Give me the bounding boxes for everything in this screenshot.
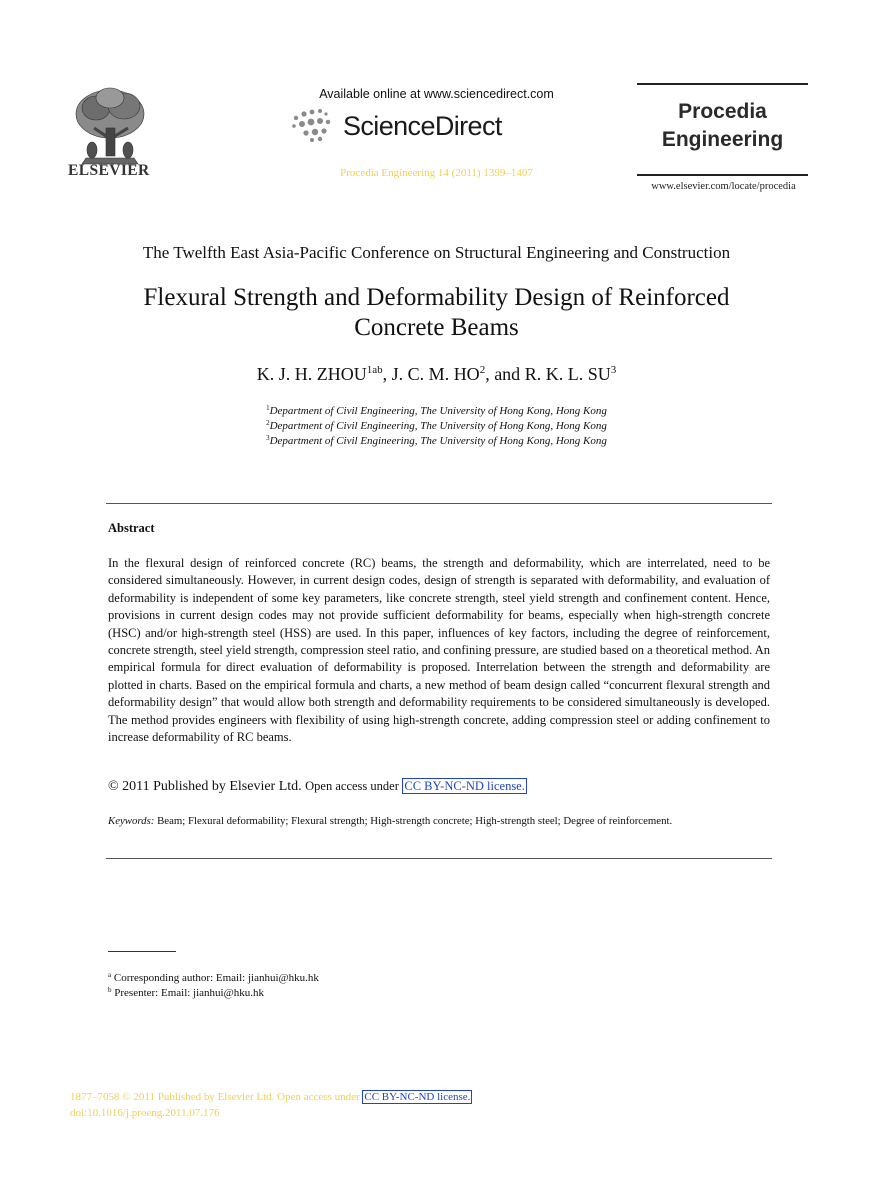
open-access-text: Open access under xyxy=(305,779,399,793)
footnote-corresponding-author xyxy=(108,972,319,984)
journal-citation: Procedia Engineering 14 (2011) 1399–1407 xyxy=(340,167,533,179)
footnote-rule xyxy=(108,951,176,952)
author-list xyxy=(0,364,873,385)
elsevier-logo-text: ELSEVIER xyxy=(68,162,150,179)
keywords-text: Beam; Flexural deformability; Flexural strength; High-strength concrete; High-strength steel; Degree of reinforcement. xyxy=(157,815,673,827)
footnote-mark: a xyxy=(108,971,112,979)
paper-title-line1: Flexural Strength and Deformability Design of Reinforced xyxy=(143,284,730,311)
keywords-label: Keywords: xyxy=(108,815,155,827)
author-3: R. K. L. SU xyxy=(524,364,611,384)
procedia-url[interactable]: www.elsevier.com/locate/procedia xyxy=(651,181,796,192)
author-separator-2: , and xyxy=(485,364,525,384)
abstract-body: In the flexural design of reinforced concrete (RC) beams, the strength and deformability, which are interrelated, need to be considered simultaneously. However, in current design codes, design of strength is separated with deformability, and evaluation of deformability is independent of some key parameters, like concrete strength, steel yield strength and confinement content. Hence, provisions in current design codes may not provide sufficient deformability for beams, especially when high-strength concrete (HSC) and/or high-strength steel (HSS) are used. In this paper, influences of key factors, including the degree of reinforcement, concrete strength, steel yield strength, compression steel ratio, and confining pressure, are studied based on a theoretical method. An empirical formula for direct evaluation of deformability is proposed. Interrelation between the strength and deformability are plotted in charts. Based on the empirical formula and charts, a new method of beam design called “concurrent flexural strength and deformability design” that would allow both strength and deformability requirements to be considered simultaneously is developed. The method provides engineers with flexibility of using high-strength concrete, adding compression steel or adding confinement to increase deformability of RC beams. xyxy=(108,556,770,745)
copyright-text: © 2011 Published by Elsevier Ltd. xyxy=(108,779,302,794)
footer-copyright-text: 1877–7058 © 2011 Published by Elsevier Ltd. Open access under xyxy=(70,1091,360,1103)
affiliation-text: Department of Civil Engineering, The University of Hong Kong, Hong Kong xyxy=(269,435,607,447)
footer-license-link[interactable]: CC BY-NC-ND license. xyxy=(364,1091,471,1103)
author-2-affiliation-mark: 2 xyxy=(479,364,486,376)
footnote-mark: b xyxy=(108,986,112,994)
keywords-line xyxy=(108,815,672,827)
abstract-bottom-rule xyxy=(106,858,772,859)
author-1: K. J. H. ZHOU xyxy=(256,364,367,384)
author-separator-1: , xyxy=(382,364,392,384)
footnote-presenter xyxy=(108,987,264,999)
abstract-top-rule xyxy=(106,503,772,504)
footer-doi[interactable]: doi:10.1016/j.proeng.2011.07.176 xyxy=(70,1107,220,1119)
affiliation-list xyxy=(0,404,873,449)
author-3-affiliation-mark: 3 xyxy=(610,364,617,376)
affiliation-mark: 3 xyxy=(266,434,270,442)
paper-title xyxy=(90,283,783,343)
license-link[interactable]: CC BY-NC-ND license. xyxy=(404,779,525,793)
copyright-line xyxy=(108,779,527,795)
available-online-text: Available online at www.sciencedirect.com xyxy=(319,87,554,101)
procedia-engineering-logo xyxy=(637,98,808,154)
affiliation-mark: 2 xyxy=(266,419,270,427)
affiliation-item xyxy=(0,419,873,434)
affiliation-mark: 1 xyxy=(266,404,270,412)
paper-title-line2: Concrete Beams xyxy=(354,314,519,341)
author-1-affiliation-mark: 1ab xyxy=(366,364,383,376)
conference-name: The Twelfth East Asia-Pacific Conference on Structural Engineering and Construction xyxy=(142,243,731,262)
footnote-text: Corresponding author: Email: jianhui@hku.hk xyxy=(113,972,319,984)
procedia-logo-line2: Engineering xyxy=(661,128,784,151)
procedia-rule-top xyxy=(637,83,808,85)
affiliation-item xyxy=(0,434,873,449)
footnote-text: Presenter: Email: jianhui@hku.hk xyxy=(114,987,264,999)
author-2: J. C. M. HO xyxy=(391,364,480,384)
abstract-heading: Abstract xyxy=(108,521,155,535)
sciencedirect-logo-text: ScienceDirect xyxy=(343,111,502,141)
affiliation-text: Department of Civil Engineering, The University of Hong Kong, Hong Kong xyxy=(269,420,607,432)
affiliation-item xyxy=(0,404,873,419)
procedia-rule-bottom xyxy=(637,174,808,176)
procedia-logo-line1: Procedia xyxy=(678,100,767,123)
footer-copyright-line xyxy=(70,1091,472,1103)
affiliation-text: Department of Civil Engineering, The University of Hong Kong, Hong Kong xyxy=(269,405,607,417)
